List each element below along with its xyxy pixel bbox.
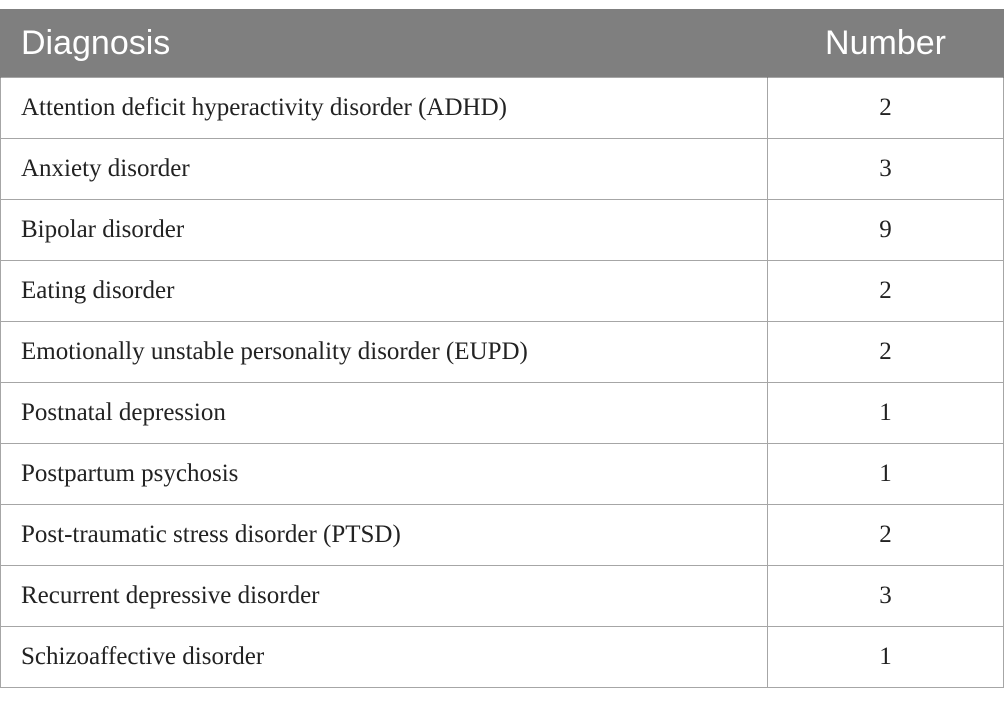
column-header-number: Number [768,9,1004,78]
table-row [1,200,1004,261]
number-cell: 2 [768,261,1004,322]
number-cell: 9 [768,200,1004,261]
number-cell: 1 [768,383,1004,444]
table-row [1,261,1004,322]
number-cell: 1 [768,627,1004,688]
diagnosis-cell: Recurrent depressive disorder [1,566,768,627]
table-row [1,566,1004,627]
number-cell: 3 [768,139,1004,200]
diagnosis-cell: Attention deficit hyperactivity disorder (ADHD) [1,78,768,139]
number-cell: 2 [768,505,1004,566]
diagnosis-table [0,9,1004,688]
diagnosis-cell: Schizoaffective disorder [1,627,768,688]
table-row [1,444,1004,505]
diagnosis-cell: Postpartum psychosis [1,444,768,505]
table-row [1,505,1004,566]
number-cell: 3 [768,566,1004,627]
table-row [1,627,1004,688]
diagnosis-cell: Bipolar disorder [1,200,768,261]
number-cell: 2 [768,322,1004,383]
number-cell: 2 [768,78,1004,139]
table-row [1,383,1004,444]
diagnosis-cell: Anxiety disorder [1,139,768,200]
number-cell: 1 [768,444,1004,505]
diagnosis-cell: Post-traumatic stress disorder (PTSD) [1,505,768,566]
table-row [1,139,1004,200]
diagnosis-cell: Eating disorder [1,261,768,322]
diagnosis-cell: Emotionally unstable personality disorder (EUPD) [1,322,768,383]
table-row [1,78,1004,139]
column-header-diagnosis: Diagnosis [1,9,768,78]
table-row [1,322,1004,383]
diagnosis-table-container [0,9,1003,688]
table-header-row [1,9,1004,78]
diagnosis-cell: Postnatal depression [1,383,768,444]
